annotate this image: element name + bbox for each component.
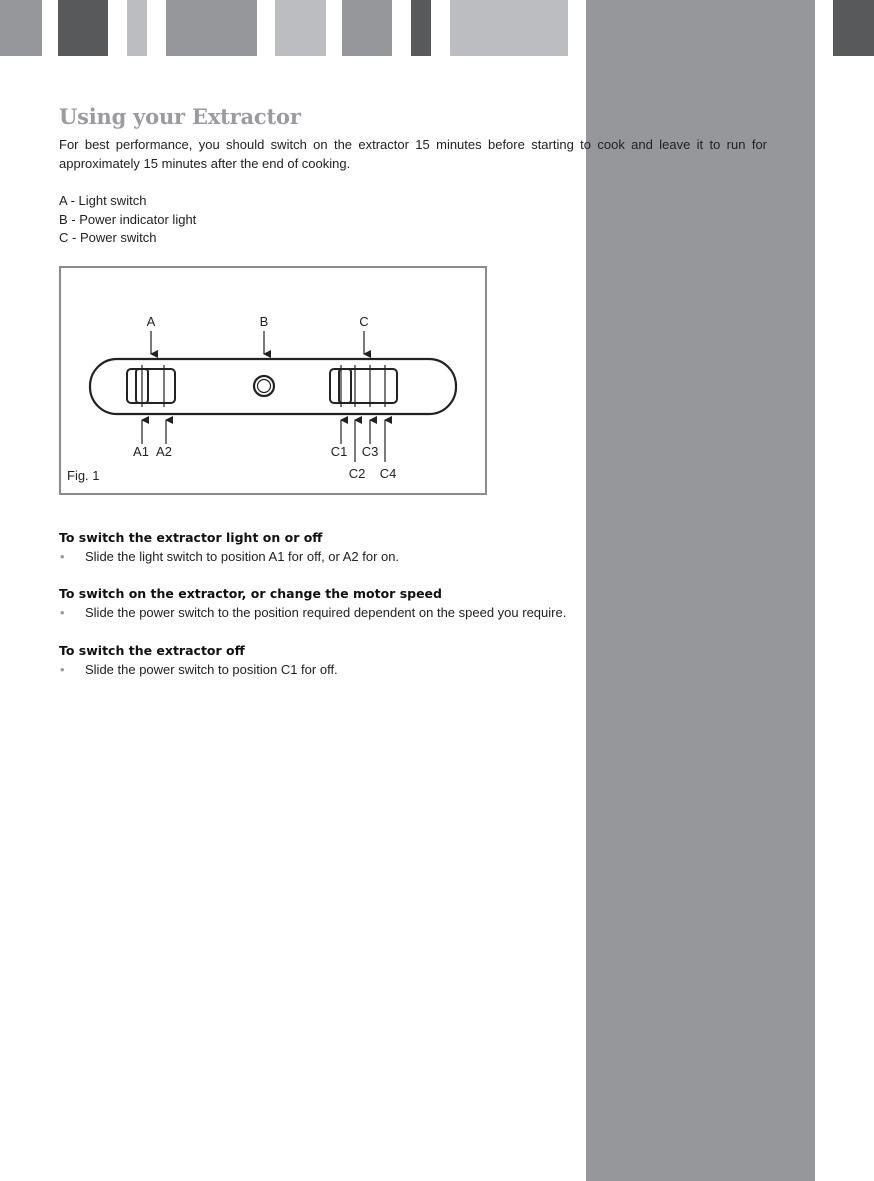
section-motor-speed	[59, 585, 619, 622]
light-switch	[127, 369, 175, 403]
label-c2: C2	[348, 466, 366, 481]
instruction-item	[59, 547, 619, 566]
bullet-icon: •	[60, 549, 65, 564]
label-b: B	[259, 314, 269, 329]
section-off	[59, 642, 619, 679]
section-heading: To switch on the extractor, or change the motor speed	[59, 586, 442, 601]
header-tab	[0, 0, 42, 56]
bullet-icon: •	[60, 605, 65, 620]
instruction-item	[59, 660, 619, 679]
instruction-text: Slide the light switch to position A1 for off, or A2 for on.	[85, 549, 400, 564]
label-a2: A2	[156, 444, 172, 459]
label-c3: C3	[361, 444, 379, 459]
header-tab	[342, 0, 392, 56]
section-heading: To switch the extractor light on or off	[59, 530, 323, 545]
label-c1: C1	[330, 444, 348, 459]
instruction-text: Slide the power switch to the position required dependent on the speed you require.	[85, 605, 567, 620]
label-c4: C4	[379, 466, 397, 481]
header-tab	[166, 0, 257, 56]
bullet-icon: •	[60, 662, 65, 677]
header-tab	[411, 0, 431, 56]
figure-caption: Fig. 1	[67, 468, 100, 483]
control-panel-figure	[59, 266, 487, 495]
page-title: Using your Extractor	[59, 104, 301, 129]
section-light	[59, 529, 619, 566]
header-tab	[833, 0, 874, 56]
header-tab	[58, 0, 108, 56]
legend-list	[59, 192, 196, 248]
instruction-item	[59, 603, 619, 622]
label-a: A	[146, 314, 156, 329]
power-switch	[330, 369, 397, 403]
label-c: C	[359, 314, 369, 329]
intro-paragraph: For best performance, you should switch on the extractor 15 minutes before starting to cook and leave it to run for approximately 15 minutes after the end of cooking.	[59, 137, 767, 171]
instruction-text: Slide the power switch to position C1 for off.	[85, 662, 338, 677]
side-panel	[586, 0, 815, 1181]
legend-item: A - Light switch	[59, 193, 147, 208]
section-heading: To switch the extractor off	[59, 643, 245, 658]
header-tab	[127, 0, 147, 56]
label-a1: A1	[133, 444, 149, 459]
header-tab	[275, 0, 326, 56]
header-tab	[450, 0, 568, 56]
legend-item: C - Power switch	[59, 230, 157, 245]
legend-item: B - Power indicator light	[59, 211, 197, 227]
